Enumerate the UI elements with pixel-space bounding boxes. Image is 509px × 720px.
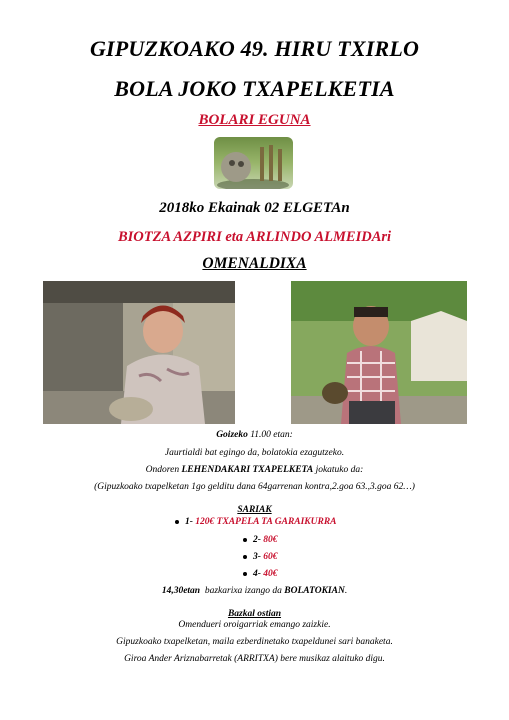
sariak-heading: SARIAK <box>237 505 272 515</box>
prize-item-3 <box>243 552 278 562</box>
prize-4-rank: 4- <box>253 569 264 579</box>
omenaldixa-heading: OMENALDIXA <box>202 255 307 272</box>
prize-1-value: 120€ TXAPELA TA GARAIKURRA <box>195 517 337 527</box>
afternoon-place: BOLATOKIAN <box>284 586 345 596</box>
bazkal-line-2: Gipuzkoako txapelketan, maila ezberdinetako txapeldunei sari banaketa. <box>116 637 393 647</box>
prize-1-rank: 1- <box>185 517 196 527</box>
afternoon-line <box>0 586 509 596</box>
prize-item-1 <box>175 517 337 527</box>
prize-3-rank: 3- <box>253 552 264 562</box>
prize-3-value: 60€ <box>263 552 278 562</box>
title-line-2: BOLA JOKO TXAPELKETIA <box>114 76 395 101</box>
prize-2-rank: 2- <box>253 535 264 545</box>
bazkal-line-3: Giroa Ander Ariznabarretak (ARRITXA) bere musikaz alaituko digu. <box>124 654 385 664</box>
bullet-icon <box>243 555 247 559</box>
prize-4-value: 40€ <box>263 569 278 579</box>
photo-arlindo-almeida <box>291 281 467 424</box>
date-line: 2018ko Ekainak 02 ELGETAn <box>159 200 350 216</box>
afternoon-end: . <box>344 586 348 596</box>
prize-2-value: 80€ <box>263 535 278 545</box>
goizeko-time: 11.00 etan: <box>247 430 293 440</box>
lehendakari-txapelketa: LEHENDAKARI TXAPELKETA <box>181 465 314 475</box>
prize-item-2 <box>243 535 278 545</box>
afternoon-text: bazkarixa izango da <box>200 586 285 596</box>
goizeko-line <box>0 430 509 440</box>
subtitle: BOLARI EGUNA <box>198 112 311 128</box>
jaurtialdi-line: Jaurtialdi bat egingo da, bolatokia ezagutzeko. <box>164 448 345 458</box>
subtitle-wrap <box>0 111 509 129</box>
ondoren-line <box>0 465 509 475</box>
goizeko-label: Goizeko <box>216 430 248 440</box>
afternoon-time: 14,30etan <box>161 586 201 596</box>
bazkal-line-1: Omendueri oroigarriak emango zaizkie. <box>178 620 331 630</box>
photo-arlindo-almeida-graphic <box>291 281 467 424</box>
bowling-logo-graphic <box>214 137 293 189</box>
bullet-icon <box>175 520 179 524</box>
sariak-wrap <box>0 499 509 517</box>
photo-biotza-azpiri-graphic <box>43 281 235 424</box>
bazkal-heading: Bazkal ostian <box>227 609 282 619</box>
bullet-icon <box>243 538 247 542</box>
photo-biotza-azpiri <box>43 281 235 424</box>
bazkal-wrap <box>0 603 509 621</box>
gipuzkoako-note: (Gipuzkoako txapelketan 1go gelditu dana 64garrenan kontra,2.goa 63.,3.goa 62…) <box>94 482 415 492</box>
ondoren-pre: Ondoren <box>145 465 182 475</box>
omenaldixa-wrap <box>0 255 509 273</box>
bowling-logo-image <box>214 137 293 189</box>
prize-item-4 <box>243 569 278 579</box>
bullet-icon <box>243 572 247 576</box>
ondoren-post: jokatuko da: <box>313 465 364 475</box>
honorees-line: BIOTZA AZPIRI eta ARLINDO ALMEIDAri <box>117 229 392 245</box>
title-line-1: GIPUZKOAKO 49. HIRU TXIRLO <box>89 36 420 61</box>
